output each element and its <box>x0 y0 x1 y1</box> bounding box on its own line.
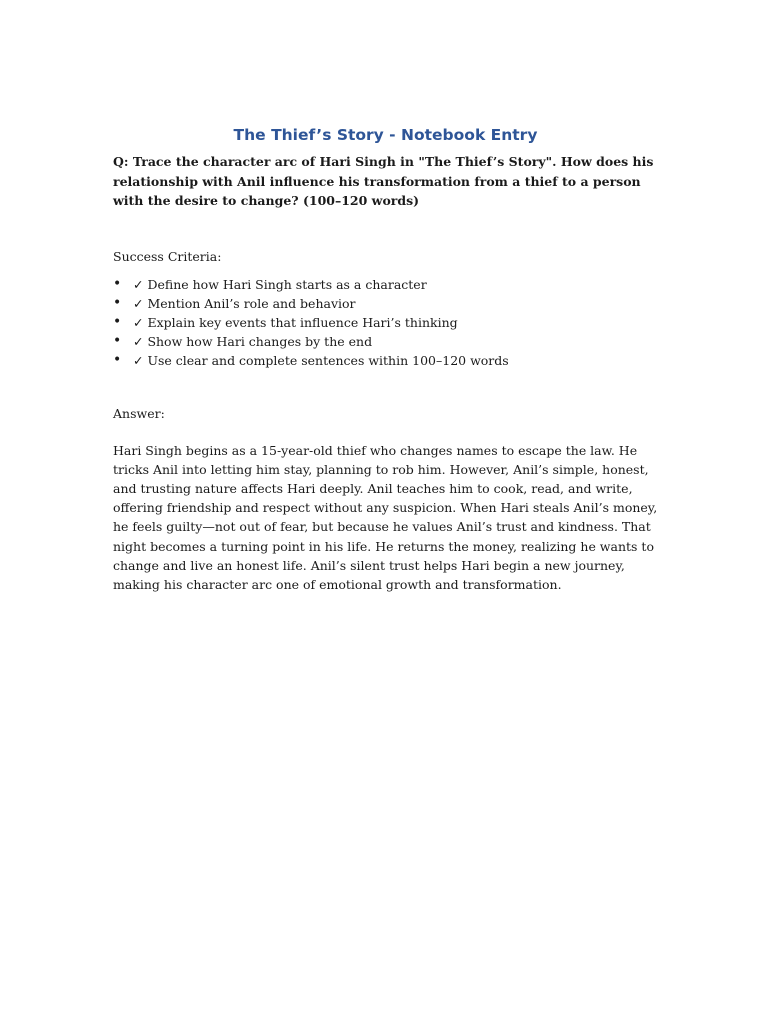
answer-text: Hari Singh begins as a 15-year-old thief who changes names to escape the law. He tricks Anil into letting him stay, planning to rob him. However, Anil’s simple, honest, and trusting nature affects Hari deeply. Anil teaches him to cook, read, and write, offering friendship and respect without any suspicion. When Hari steals Anil’s money, he feels guilty—not out of fear, but because he values Anil’s trust and kindness. That night becomes a turning point in his life. He returns the money, realizing he wants to change and live an honest life. Anil’s silent trust helps Hari begin a new journey, making his character arc one of emotional growth and transformation. <box>113 442 658 592</box>
criteria-item <box>113 275 658 294</box>
page-title: The Thief’s Story - Notebook Entry <box>233 126 538 144</box>
criteria-item <box>113 313 658 332</box>
criteria-item <box>113 332 658 351</box>
success-criteria-label: Success Criteria: <box>113 248 222 264</box>
criteria-item-text: ✓ Use clear and complete sentences within 100–120 words <box>133 352 509 368</box>
answer-label: Answer: <box>113 405 165 421</box>
bullet-icon: • <box>113 351 122 368</box>
document-content <box>113 124 658 594</box>
criteria-item <box>113 294 658 313</box>
bullet-icon: • <box>113 294 122 311</box>
question-text: Q: Trace the character arc of Hari Singh in "The Thief’s Story". How does his relationship with Anil influence his transformation from a thief to a person with the desire to change? (100–120 words) <box>113 154 654 208</box>
criteria-item-text: ✓ Explain key events that influence Hari’s thinking <box>133 314 458 330</box>
criteria-item-text: ✓ Show how Hari changes by the end <box>133 333 373 349</box>
bullet-icon: • <box>113 275 122 292</box>
success-criteria-list <box>113 275 658 370</box>
criteria-item-text: ✓ Mention Anil’s role and behavior <box>133 295 356 311</box>
bullet-icon: • <box>113 313 122 330</box>
criteria-item-text: ✓ Define how Hari Singh starts as a character <box>133 276 427 292</box>
criteria-item <box>113 351 658 370</box>
bullet-icon: • <box>113 332 122 349</box>
